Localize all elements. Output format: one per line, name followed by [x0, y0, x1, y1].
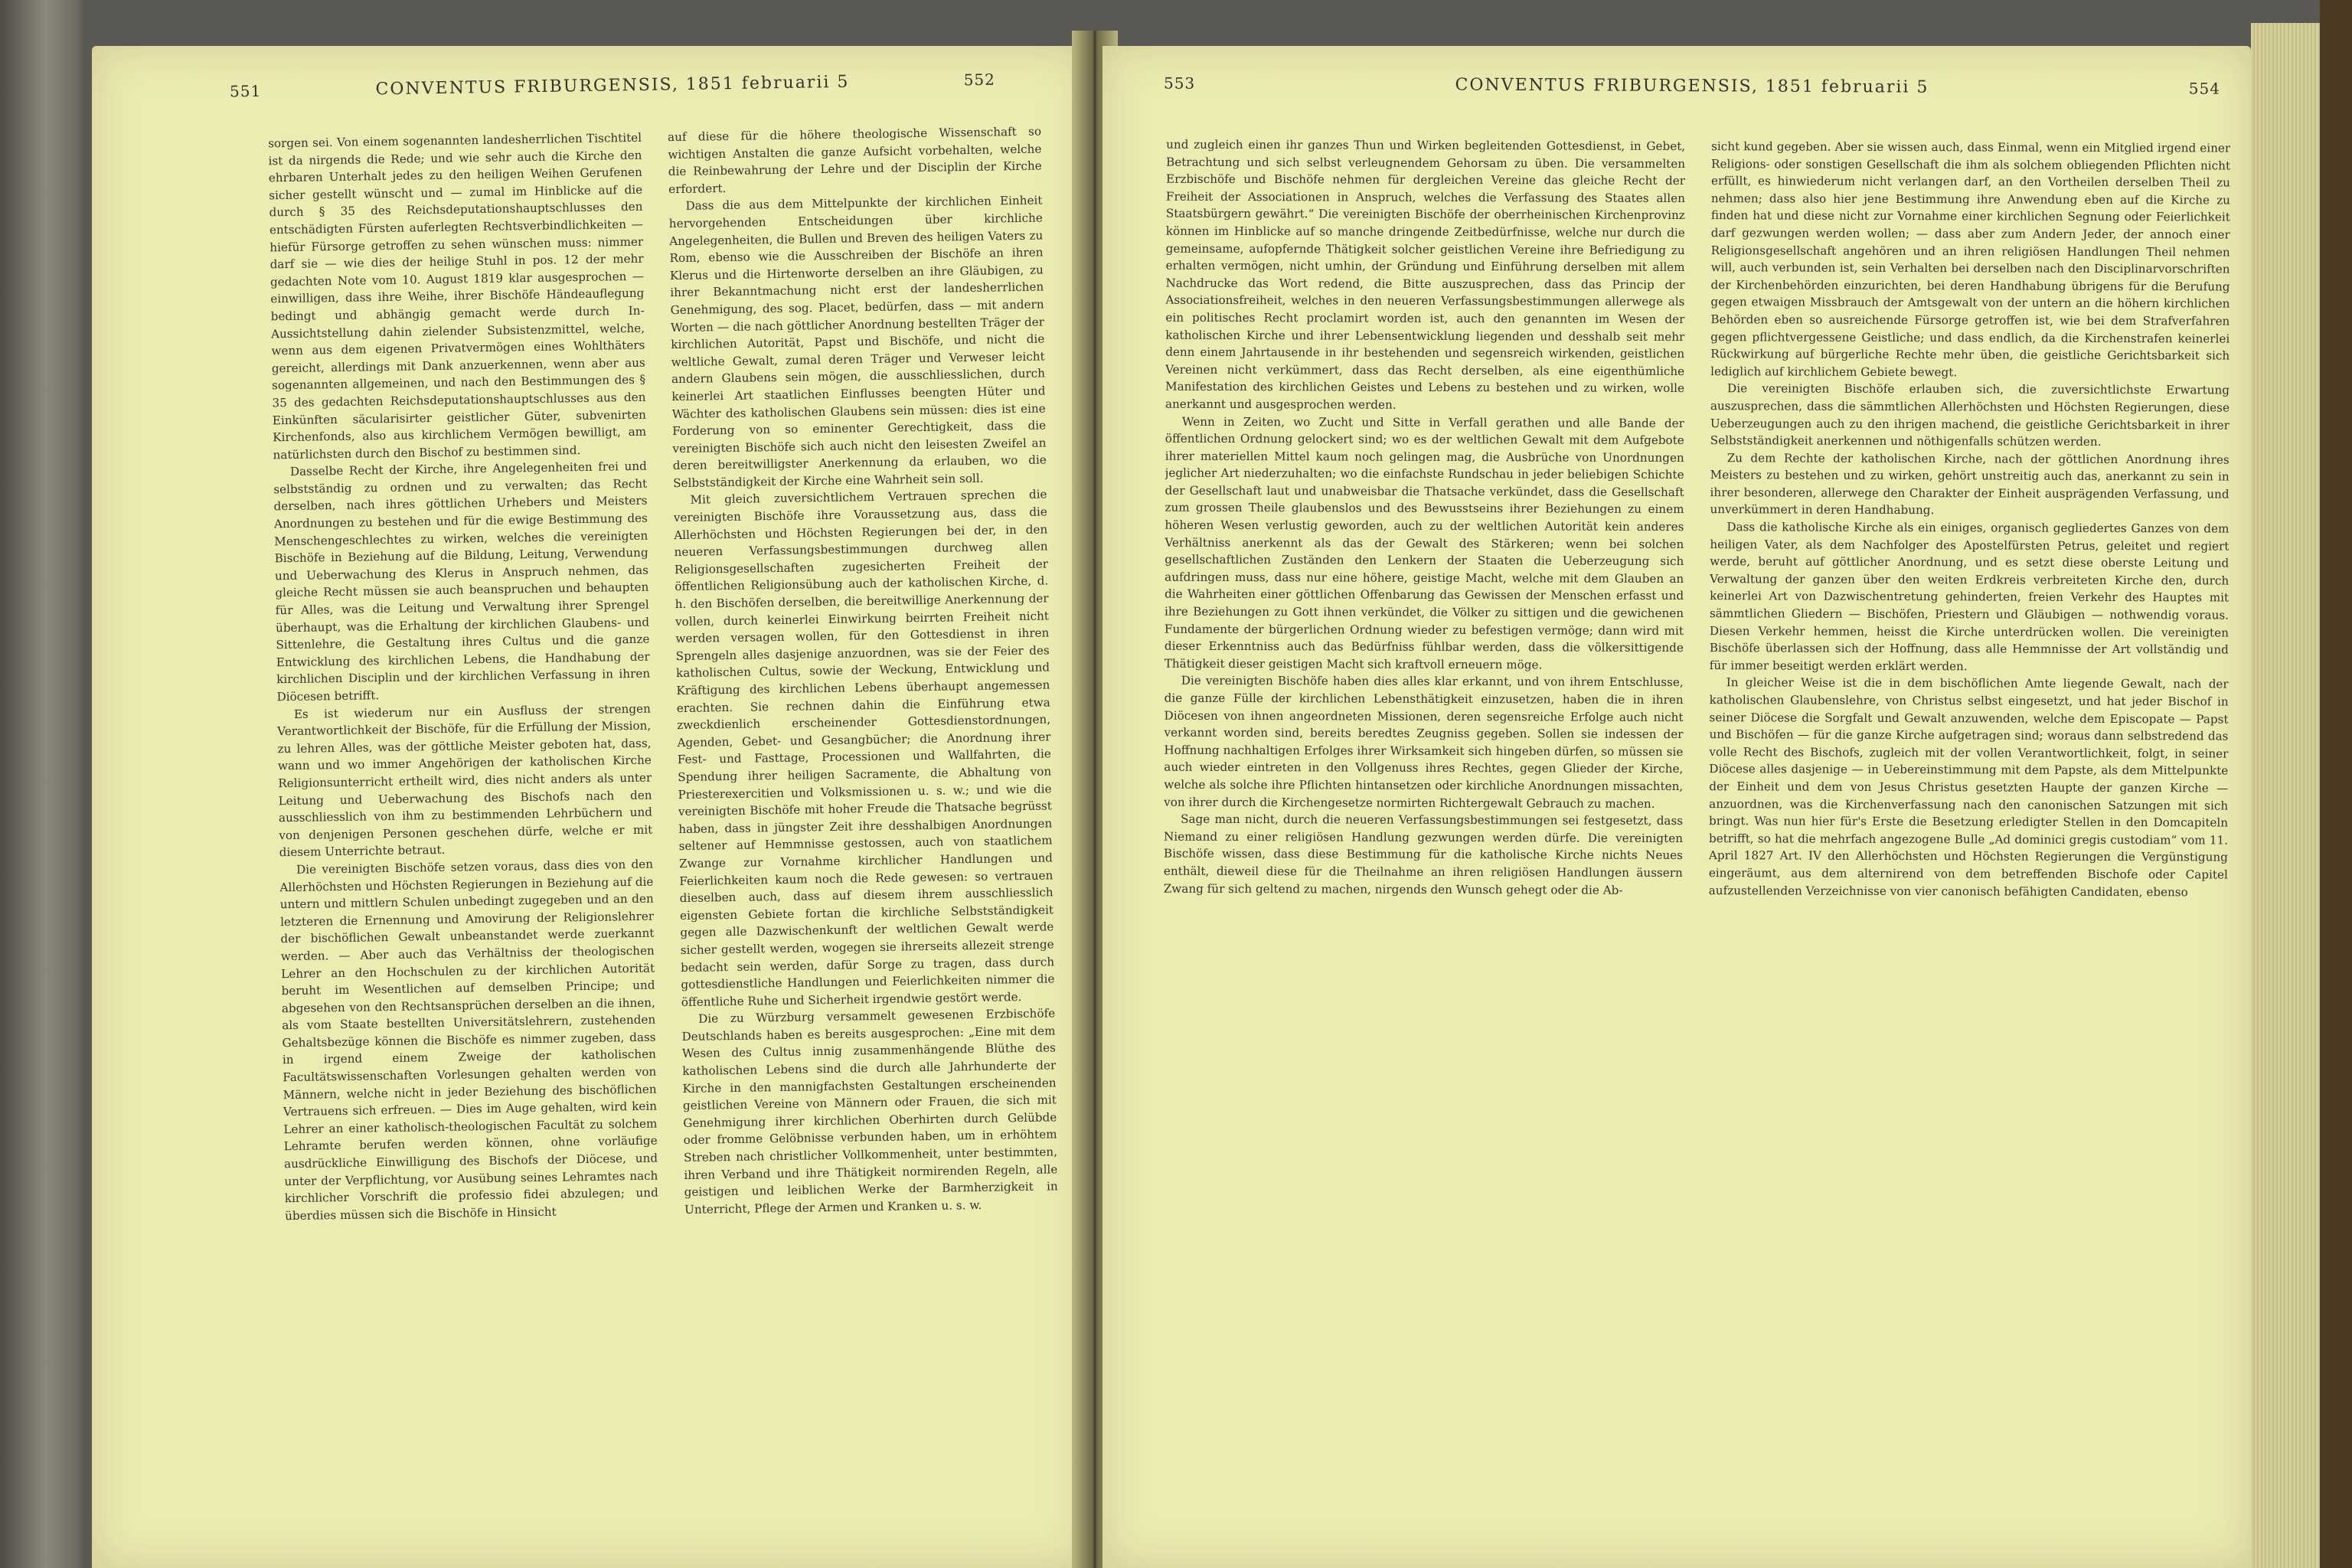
- left-page-columns: [92, 122, 1109, 1537]
- paragraph: Wenn in Zeiten, wo Zucht und Sitte in Verfall gerathen und alle Bande der öffentlichen Ordnung gelockert sind; wo es der weltlichen Gewalt mit dem Aufgebote ihrer materiellen Mittel kaum noch gelingen mag, die Ausbrüche von Unordnungen jeglicher Art niederzuhalten; wo die einfachste Rundschau in jeder beliebigen Schichte der Gesellschaft laut und unabweisbar die Thatsache verkündet, dass die Gesellschaft zum grossen Theile glaubenslos und des Bewusstseins ihrer Beziehungen zu einem höheren Wesen verlustig geworden, auch zu der weltlichen Autorität kein anderes Verhältniss anerkennt als das der Gewalt des Stärkeren; wenn bei solchen gesellschaftlichen Zuständen den Lenkern der Staaten die Ueberzeugung sich aufdringen muss, dass nur eine höhere, geistige Macht, welche mit dem Glauben an die Wahrheiten einer göttlichen Offenbarung das Gewissen der Menschen erfasst und ihre Beziehungen zu Gott ihnen verkündet, die Völker zu sittigen und die gewichenen Fundamente der bürgerlichen Ordnung wieder zu befestigen vermöge; dann wird mit dieser Erkenntniss auch das Bedürfniss fühlbar werden, dass die völkersittigende Thätigkeit dieser geistigen Macht sich kraftvoll erneuern möge.: [1164, 414, 1684, 672]
- paragraph: Es ist wiederum nur ein Ausfluss der strengen Verantwortlichkeit der Bischöfe, für die Erfüllung der Mission, zu lehren Alles, was der göttliche Meister geboten hat, dass, wann und wo immer Angehörigen der katholischen Kirche Religionsunterricht ertheilt wird, dies nicht anders als unter Leitung und Ueberwachung des Bischofs nach den ausschliesslich von ihm zu bestimmenden Lehrbüchern und von denjenigen Personen geschehen dürfe, welche er mit diesem Unterrichte betraut.: [277, 701, 653, 860]
- right-page: [1102, 46, 2251, 1568]
- paragraph: sorgen sei. Von einem sogenannten landesherrlichen Tischtitel ist da nirgends die Rede; und wie sehr auch die Kirche den ehrbaren Unterhalt jedes zu den heiligen Weihen Gerufenen sicher gestellt wünscht und — zumal im Hinblicke auf die durch § 35 des Reichsdeputationshauptschlusses den entschädigten Fürsten auferlegten Rechtsverbindlichkeiten — hiefür Fürsorge getroffen zu sehen wünschen muss: nimmer darf sie — wie dies der heilige Stuhl in pos. 12 der mehr gedachten Note vom 10. August 1819 klar ausgesprochen — einwilligen, dass ihre Weihe, ihrer Bischöfe Händeauflegung bedingt und abhängig gemacht werde durch In-Aussichtstellung dahin zielender Subsistenzmittel, welche, wenn aus dem eigenen Privatvermögen eines Wohlthäters gereicht, allerdings mit Dank anzuerkennen, wenn aber aus sogenannten allgemeinen, und nach den Bestimmungen des § 35 des gedachten Reichsdeputationshauptschlusses aus den Einkünften säcularisirter geistlicher Güter, subvenirten Kirchenfonds, also aus kirchlichem Vermögen bewilligt, am natürlichsten durch den Bischof zu bestimmen sind.: [268, 130, 647, 462]
- page-number-553: 553: [1163, 74, 1196, 93]
- paragraph: In gleicher Weise ist die in dem bischöflichen Amte liegende Gewalt, nach der katholischen Glaubenslehre, von Christus selbst eingesetzt, und hat jeder Bischof in seiner Diöcese die Sorgfalt und Gewalt anzuwenden, welche dem Episcopate — Papst und Bischöfen — für die ganze Kirche aufgetragen sind; woraus dann selbstredend das volle Recht des Bischofs, zugleich mit der vollen Verantwortlichkeit, folgt, in seiner Diöcese alles dasjenige — in Uebereinstimmung mit dem Papste, als dem Mittelpunkte der Einheit und dem von Jesus Christus gesetzten Haupte der ganzen Kirche — anzuordnen, was die Kirchenverfassung nach den canonischen Satzungen mit sich bringt. Was nun hier für's Erste die Besetzung erledigter Stellen in den Domcapiteln betrifft, so hat die mehrfach angezogene Bulle „Ad dominici gregis custodiam“ vom 11. April 1827 Art. IV den Allerhöchsten und Höchsten Regierungen die Vergünstigung eingeräumt, aus dem alternirend von dem betreffenden Bischofe oder Capitel aufzustellenden Verzeichnisse von vier canonisch befähigten Candidaten, ebenso: [1708, 675, 2229, 899]
- column-552: [668, 123, 1063, 1528]
- column-551: [268, 129, 664, 1534]
- running-title: CONVENTUS FRIBURGENSIS, 1851 februarii 5: [1455, 75, 1929, 97]
- paragraph: Sage man nicht, durch die neueren Verfassungsbestimmungen sei festgesetzt, dass Niemand zu einer religiösen Handlung gezwungen werden dürfe. Die vereinigten Bischöfe wissen, dass diese Bestimmung für die katholische Kirche nichts Neues enthält, dieweil diese für die Theilnahme an ihren religiösen Handlungen äussern Zwang für sich geltend zu machen, nirgends den Wunsch gehegt oder die Ab-: [1163, 812, 1684, 897]
- column-554: [1707, 138, 2230, 1539]
- running-title: CONVENTUS FRIBURGENSIS, 1851 februarii 5: [375, 72, 850, 100]
- paragraph: Die vereinigten Bischöfe haben dies alles klar erkannt, und von ihrem Entschlusse, die ganze Fülle der kirchlichen Lebensthätigkeit einzusetzen, haben die in ihren Diöcesen von ihnen angeordneten Missionen, deren segensreiche Erfolge auch nicht verkannt worden sind, bereits beredtes Zeugniss gegeben. Sollen sie indessen der Hoffnung nachhaltigen Erfolges ihrer Wirksamkeit sich hingeben dürfen, so müssen sie auch wieder eintreten in den Vollgenuss ihres Rechtes, gegen Glieder der Kirche, welche als solche ihre Pflichten hintansetzen oder kirchliche Anordnungen missachten, von ihrer durch die Kirchengesetze normirten Richtergewalt Gebrauch zu machen.: [1164, 674, 1684, 811]
- page-number-551: 551: [229, 81, 262, 101]
- book-cover-edge: [2320, 0, 2352, 1568]
- paragraph: Mit gleich zuversichtlichem Vertrauen sprechen die vereinigten Bischöfe ihre Voraussetzung aus, dass die Allerhöchsten und Höchsten Regierungen bei der, in den neueren Verfassungsbestimmungen durchweg allen Religionsgesellschaften zugesicherten Freiheit der öffentlichen Religionsübung auch der katholischen Kirche, d. h. den Bischöfen derselben, die bereitwillige Anerkennung der vollen, durch keinerlei Einwirkung beirrten Freiheit nicht werden versagen wollen, für den Gottesdienst in ihren Sprengeln alles dasjenige anzuordnen, was sie der Feier des katholischen Cultus, sowie der Weckung, Entwicklung und Kräftigung des kirchlichen Lebens überhaupt angemessen erachten. Sie rechnen dahin die Einführung etwa zweckdienlich erscheinender Gottesdienstordnungen, Agenden, Gebet- und Gesangbücher; die Anordnung ihrer Fest- und Fasttage, Processionen und Wallfahrten, die Spendung ihrer heiligen Sacramente, die Abhaltung von Priesterexercitien und Volksmissionen u. s. w.; und wie die vereinigten Bischöfe mit hoher Freude die Thatsache begrüsst haben, dass in jüngster Zeit ihre desshalbigen Anordnungen seltener auf Hemmnisse gestossen, auch von staatlichem Zwange zur Vornahme kirchlicher Handlungen und Feierlichkeiten kaum noch die Rede gewesen: so vertrauen dieselben auch, dass auf diesem ihrem ausschliesslich eigensten Gebiete fortan die kirchliche Selbstständigkeit gegen alle Dazwischenkunft der weltlichen Gewalt werde sicher gestellt werden, wogegen sie ihrerseits allezeit strenge bedacht sein werden, dafür Sorge zu tragen, dass durch gottesdienstliche Handlungen und Feierlichkeiten nimmer die öffentliche Ruhe und Sicherheit irgendwie gestört werde.: [673, 487, 1055, 1009]
- left-page: [92, 46, 1087, 1568]
- paragraph: und zugleich einen ihr ganzes Thun und Wirken begleitenden Gottesdienst, in Gebet, Betrachtung und sich selbst verleugnendem Gehorsam zu üben. Die versammelten Erzbischöfe und Bischöfe nehmen für dergleichen Vereine das gleiche Recht der Freiheit der Associationen in Anspruch, welches die Verfassung des Staates allen Staatsbürgern gewährt.“ Die vereinigten Bischöfe der oberrheinischen Kirchenprovinz können im Hinblicke auf so manche dringende Zeitbedürfnisse, welche nur durch die gemeinsame, aufopfernde Thätigkeit solcher geistlichen Vereine ihre Befriedigung zu erhalten vermögen, nicht umhin, der Gründung und Einführung derselben mit allem Nachdrucke das Wort redend, die Bitte auszusprechen, dass das Princip der Associationsfreiheit, welches in den neueren Verfassungsbestimmungen allerwege als ein politisches Recht proclamirt worden ist, auch den genannten im Wesen der katholischen Kirche und ihrer Lebensentwicklung liegenden und desshalb seit mehr denn einem Jahrtausende in ihr bestehenden und segensreich wirkenden, geistlichen Vereinen nicht verkümmert, dass das Recht derselben, als eine eigenthümliche Manifestation des kirchlichen Geistes und Lebens zu bestehen und zu wirken, wolle anerkannt und ausgesprochen werden.: [1165, 137, 1686, 412]
- right-page-columns: [1100, 136, 2253, 1539]
- paragraph: auf diese für die höhere theologische Wissenschaft so wichtigen Anstalten die ganze Aufsicht vorbehalten, welche die Reinbewahrung der Lehre und der Disciplin der Kirche erfordert.: [667, 124, 1042, 196]
- right-page-header: [1102, 74, 2251, 99]
- paragraph: Zu dem Rechte der katholischen Kirche, nach der göttlichen Anordnung ihres Meisters zu bestehen und zu wirken, gehört unstreitig auch das, anerkannt zu sein in ihrer besonderen, allerwege den Charakter der Einheit ausprägenden Verfassung, und unverkümmert in deren Handhabung.: [1710, 450, 2230, 518]
- paragraph: Die vereinigten Bischöfe setzen voraus, dass dies von den Allerhöchsten und Höchsten Regierungen in Beziehung auf die untern und mittlern Schulen unbedingt zugegeben und an den letzteren die Ernennung und Amovirung der Religionslehrer der bischöflichen Gewalt unbeanstandet werde zuerkannt werden. — Aber auch das Verhältniss der theologischen Lehrer an den Hochschulen zu der kirchlichen Autorität beruht im Wesentlichen auf demselben Principe; und abgesehen von den Rechtsansprüchen derselben an die ihnen, als vom Staate bestellten Universitätslehrern, zustehenden Gehaltsbezüge können die Bischöfe es nimmer zugeben, dass in irgend einem Zweige der katholischen Facultätswissenschaften Vorlesungen gehalten werden von Männern, welche nicht in jeder Beziehung des bischöflichen Vertrauens sich erfreuen. — Dies im Auge gehalten, wird kein Lehrer an einer katholisch-theologischen Facultät zu solchem Lehramte berufen werden können, ohne vorläufige ausdrückliche Einwilligung des Bischofs der Diöcese, und unter der Verpflichtung, vor Ausübung seines Lehramtes nach kirchlicher Vorschrift die professio fidei abzulegen; und überdies müssen sich die Bischöfe in Hinsicht: [279, 857, 658, 1223]
- paragraph: Die zu Würzburg versammelt gewesenen Erzbischöfe Deutschlands haben es bereits ausgesprochen: „Eine mit dem Wesen des Cultus innig zusammenhängende Blüthe des katholischen Lebens sind die durch alle Jahrhunderte der Kirche in den mannigfachsten Gestaltungen erscheinenden geistlichen Vereine von Männern oder Frauen, die sich mit Genehmigung ihrer kirchlichen Oberhirten durch Gelübde oder fromme Gelöbnisse verbunden haben, um in erhöhtem Streben nach christlicher Vollkommenheit, unter bestimmten, ihren Verband und ihre Thätigkeit normirenden Regeln, alle geistigen und leiblichen Werke der Barmherzigkeit in Unterricht, Pflege der Armen und Kranken u. s. w.: [681, 1006, 1058, 1217]
- paragraph: Dass die katholische Kirche als ein einiges, organisch gegliedertes Ganzes von dem heiligen Vater, als dem Nachfolger des Apostelfürsten Petrus, geleitet und regiert werde, beruht auf göttlicher Anordnung, und es setzt diese oberste Leitung und Verwaltung der ganzen über den weiten Erdkreis verbreiteten Kirche den, durch keinerlei Art von Dazwischentretung gehinderten, freien Verkehr des Hauptes mit sämmtlichen Gliedern — Bischöfen, Priestern und Gläubigen — nothwendig voraus. Diesen Verkehr hemmen, heisst die Kirche unterdrücken wollen. Die vereinigten Bischöfe überlassen sich der Hoffnung, dass alle Hemmnisse der Art vollständig und für immer beseitigt werden erklärt werden.: [1709, 520, 2230, 674]
- column-553: [1161, 136, 1685, 1537]
- page-number-554: 554: [2188, 79, 2221, 98]
- paragraph: Dasselbe Recht der Kirche, ihre Angelegenheiten frei und selbstständig zu ordnen und zu verwalten; das Recht derselben, nach ihres göttlichen Urhebers und Meisters Anordnungen zu bestehen und für die ewige Bestimmung des Menschengeschlechtes zu wirken, welches die vereinigten Bischöfe in Beziehung auf die Bildung, Leitung, Verwendung und Ueberwachung des Klerus in Anspruch nehmen, das gleiche Recht müssen sie auch beanspruchen und behaupten für Alles, was die Leitung und Verwaltung ihrer Sprengel überhaupt, was die Erhaltung der kirchlichen Glaubens- und Sittenlehre, die Gestaltung ihres Cultus und die ganze Entwicklung des kirchlichen Lebens, die Handhabung der kirchlichen Disciplin und der kirchlichen Verfassung in ihren Diöcesen betrifft.: [273, 459, 651, 704]
- paragraph: Dass die aus dem Mittelpunkte der kirchlichen Einheit hervorgehenden Entscheidungen über kirchliche Angelegenheiten, die Bullen und Breven des heiligen Vaters zu Rom, ebenso wie die Ausschreiben der Bischöfe an ihren Klerus und die Hirtenworte derselben an ihre Gläubigen, zu ihrer Bekanntmachung nicht erst der landesherrlichen Genehmigung, des sog. Placet, bedürfen, dass — mit andern Worten — die nach göttlicher Anordnung bestellten Träger der kirchlichen Autorität, Papst und Bischöfe, und nicht die weltliche Gewalt, zumal deren Träger und Verweser leicht andern Glaubens sein mögen, die ausschliesslichen, durch keinerlei Art staatlichen Einflusses beengten Hüter und Wächter des katholischen Glaubens sein müssen: dies ist eine Forderung von so eminenter Gerechtigkeit, dass die vereinigten Bischöfe sich auch nicht den leisesten Zweifel an deren bereitwilligster Anerkennung da erlauben, wo die Selbstständigkeit der Kirche eine Wahrheit sein soll.: [668, 193, 1047, 491]
- paragraph: Die vereinigten Bischöfe erlauben sich, die zuversichtlichste Erwartung auszusprechen, dass die sämmtlichen Allerhöchsten und Höchsten Regierungen, diese Ueberzeugungen auch zu den ihrigen machend, die geistliche Gerichtsbarkeit in ihrer Selbstständigkeit anerkennen und nöthigenfalls schützen werden.: [1710, 381, 2230, 449]
- left-page-header: [92, 69, 1087, 103]
- page-number-552: 552: [963, 70, 996, 90]
- paragraph: sicht kund gegeben. Aber sie wissen auch, dass Einmal, wenn ein Mitglied irgend einer Religions- oder sonstigen Gesellschaft die ihm als solchem obliegenden Pflichten nicht erfüllt, es hinwiederum nicht verlangen darf, an den Vortheilen derselben Theil zu nehmen; dass also hier jene Bestimmung ihre Anwendung eben auf die Kirche zu finden hat und diese nicht zur Vornahme einer kirchlichen Segnung oder Feierlichkeit darf gezwungen werden wollen; — dass aber zum Andern Jeder, der annoch einer Religionsgesellschaft angehören und an ihren religiösen Handlungen Theil nehmen will, auch verbunden ist, sein Verhalten bei derselben nach den Disciplinarvorschriften der Kirchenbehörden einzurichten, bei deren Handhabung übrigens für die Berufung gegen etwaigen Missbrauch der Amtsgewalt von der untern an die höhern kirchlichen Behörden eben so ausreichende Fürsorge getroffen ist, wie bei dem Strafverfahren gegen pflichtvergessene Geistliche; und dass endlich, da die Kirchenstrafen keinerlei Rückwirkung auf bürgerliche Rechte mehr üben, die geistliche Gerichtsbarkeit sich lediglich auf kirchlichem Gebiete bewegt.: [1710, 139, 2231, 379]
